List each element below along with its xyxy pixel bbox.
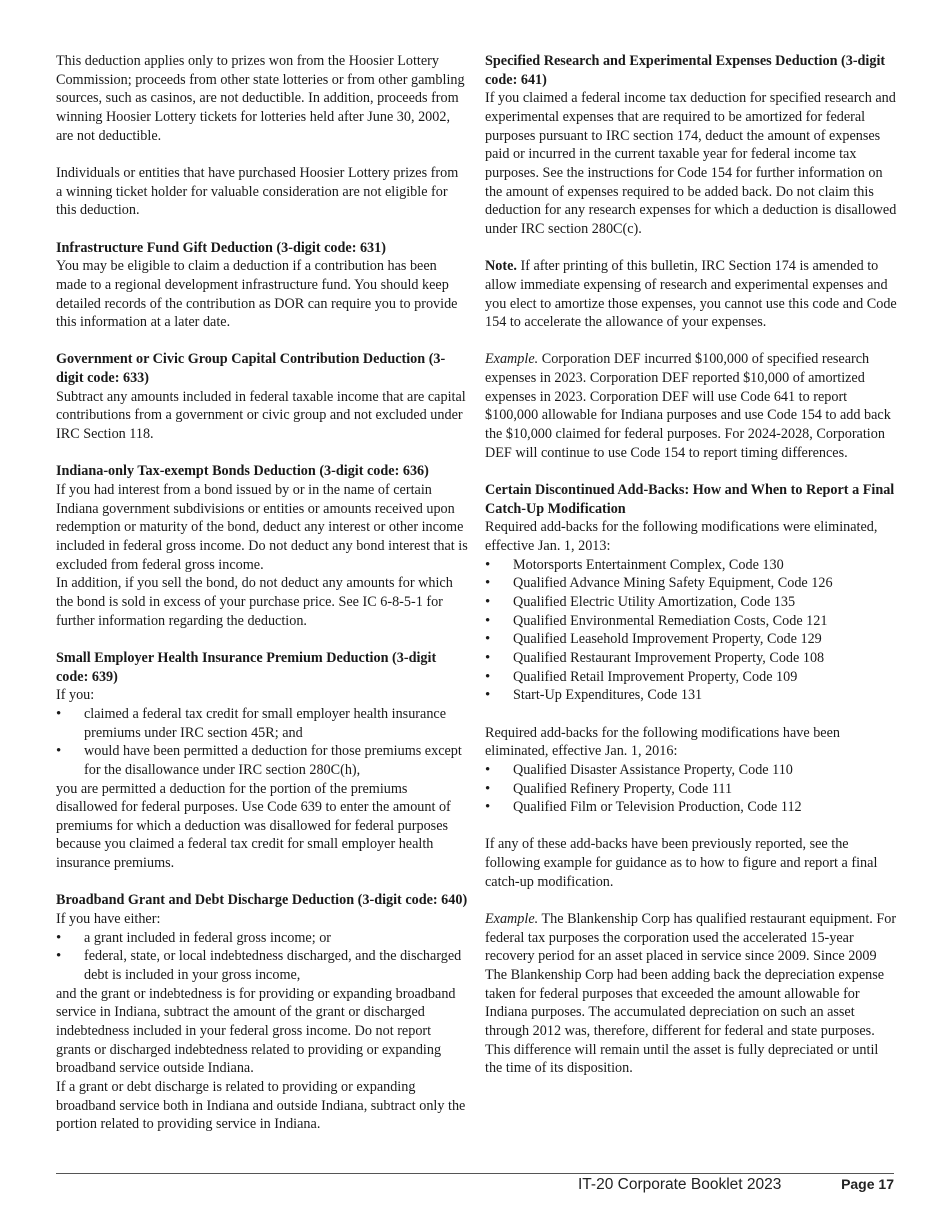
- hoosier-lottery-section-2: [56, 164, 468, 220]
- example-text: Corporation DEF incurred $100,000 of specified research expenses in 2023. Corporation DEF reported $10,000 of amortized expenses in 2023. Corporation DEF will use Code 641 to report $100,000 allowable for Indiana purposes and use Code 154 to add back the $10,000 claimed for federal purposes. For 2024-2028, Corporation DEF will continue to use Code 154 to report timing differences.: [485, 351, 891, 461]
- example-text: The Blankenship Corp has qualified restaurant equipment. For federal tax purposes the corporation used the accelerated 15-year recovery period for an asset placed in service since 2009. Since 2009 The Blankenship Corp had been adding back the depreciation expense taken for federal purposes that exceeded the amount allowable for Indiana purposes. The accumulated depreciation on such an asset through 2012 was, therefore, different for federal and state purposes. This difference will remain until the asset is fully depreciated or until the time of its disposition.: [485, 911, 897, 1077]
- paragraph: [485, 350, 897, 462]
- bullet-list: [485, 761, 897, 817]
- list-item: • Motorsports Entertainment Complex, Code 130: [485, 556, 897, 575]
- catch-up-guidance: [485, 835, 897, 891]
- tax-exempt-bonds-section: [56, 462, 468, 630]
- discontinued-addbacks-2016: [485, 724, 897, 817]
- paragraph: If you claimed a federal income tax deduction for specified research and experimental expenses that are required to be amortized for federal purposes pursuant to IRC section 174, deduct the amount of expenses paid or incurred in the current taxable year for federal income tax purposes. See the instructions for Code 154 for further information on the amount of expenses required to be added back. Do not claim this deduction for any research expenses for which a deduction is disallowed under IRC section 280C(c).: [485, 90, 897, 237]
- research-expenses-section: [485, 52, 897, 239]
- note-label: Note.: [485, 258, 517, 275]
- example-section-2: [485, 910, 897, 1078]
- section-heading: Infrastructure Fund Gift Deduction (3-digit code: 631): [56, 239, 386, 256]
- broadband-section: [56, 891, 468, 1134]
- list-item: • Qualified Restaurant Improvement Property, Code 108: [485, 649, 897, 668]
- list-item: • Start-Up Expenditures, Code 131: [485, 686, 897, 705]
- paragraph: If you have either:: [56, 911, 161, 928]
- discontinued-addbacks-section: [485, 481, 897, 705]
- example-section: [485, 350, 897, 462]
- bullet-list: [56, 705, 468, 780]
- section-heading: Certain Discontinued Add-Backs: How and When to Report a Final Catch-Up Modification: [485, 482, 895, 517]
- list-item: • Qualified Electric Utility Amortization, Code 135: [485, 593, 897, 612]
- bullet-list: [485, 556, 897, 705]
- list-item: • would have been permitted a deduction for those premiums except for the disallowance under IRC section 280C(h),: [56, 742, 468, 779]
- government-contribution-section: [56, 350, 468, 443]
- paragraph: If you:: [56, 687, 95, 704]
- infrastructure-fund-section: [56, 239, 468, 332]
- paragraph: and the grant or indebtedness is for providing or expanding broadband service in Indiana, subtract the amount of the grant or discharged indebtedness included in your federal gross income. Do not report grants or discharged indebtedness related to providing or expanding broadband service outside Indiana.: [56, 985, 456, 1077]
- example-label: Example.: [485, 911, 539, 928]
- section-heading: Specified Research and Experimental Expenses Deduction (3-digit code: 641): [485, 53, 886, 88]
- list-item: • a grant included in federal gross income; or: [56, 929, 468, 948]
- paragraph: If a grant or debt discharge is related to providing or expanding broadband service both in Indiana and outside Indiana, subtract only the portion related to providing service in Indiana.: [56, 1079, 466, 1133]
- footer-divider: [56, 1173, 894, 1174]
- list-item: • Qualified Film or Television Production, Code 112: [485, 798, 897, 817]
- paragraph: Required add-backs for the following modifications were eliminated, effective Jan. 1, 2013:: [485, 519, 878, 555]
- section-heading: Small Employer Health Insurance Premium Deduction (3-digit code: 639): [56, 649, 437, 685]
- example-label: Example.: [485, 351, 539, 368]
- list-item: • Qualified Refinery Property, Code 111: [485, 780, 897, 799]
- section-heading: Indiana-only Tax-exempt Bonds Deduction (3-digit code: 636): [56, 463, 429, 480]
- list-item: • Qualified Disaster Assistance Property, Code 110: [485, 761, 897, 780]
- paragraph: Subtract any amounts included in federal taxable income that are capital contributions from a government or civic group and not excluded under IRC Section 118.: [56, 388, 466, 443]
- right-column: [485, 52, 897, 1097]
- paragraph: You may be eligible to claim a deduction if a contribution has been made to a regional development infrastructure fund. You should keep detailed records of the contribution as DOR can require you to provide this information at a later date.: [56, 258, 458, 331]
- section-heading: Government or Civic Group Capital Contribution Deduction (3-digit code: 633): [56, 351, 446, 387]
- paragraph: This deduction applies only to prizes won from the Hoosier Lottery Commission; proceeds from other state lotteries or from other gambling sources, such as casinos, are not deductible. In addition, proceeds from winning Hoosier Lottery tickets for lotteries held after June 30, 2002, are not deductible.: [56, 53, 465, 144]
- section-heading: Broadband Grant and Debt Discharge Deduction (3-digit code: 640): [56, 892, 468, 909]
- footer-booklet-title: IT-20 Corporate Booklet 2023: [578, 1176, 782, 1193]
- list-item: • Qualified Leasehold Improvement Property, Code 129: [485, 630, 897, 649]
- footer-page-number: Page 17: [841, 1176, 894, 1192]
- paragraph: Required add-backs for the following modifications have been eliminated, effective Jan. 1, 2016:: [485, 724, 840, 760]
- paragraph: you are permitted a deduction for the portion of the premiums disallowed for federal purposes. Use Code 639 to enter the amount of premiums for which a deduction was disallowed for federal purposes because you claimed a federal tax credit for small employer health insurance premiums.: [56, 780, 451, 872]
- list-item: • Qualified Environmental Remediation Costs, Code 121: [485, 612, 897, 631]
- list-item: • claimed a federal tax credit for small employer health insurance premiums under IRC section 45R; and: [56, 705, 468, 742]
- note-section: [485, 257, 897, 332]
- list-item: • federal, state, or local indebtedness discharged, and the discharged debt is included in your gross income,: [56, 947, 468, 984]
- list-item: • Qualified Retail Improvement Property, Code 109: [485, 668, 897, 687]
- paragraph: If any of these add-backs have been previously reported, see the following example for guidance as to how to figure and report a final catch-up modification.: [485, 836, 878, 890]
- paragraph: If you had interest from a bond issued by or in the name of certain Indiana government subdivisions or entities or amounts received upon redemption or maturity of the bond, deduct any interest or other income included in federal gross income. Do not deduct any bond interest that is excluded from federal gross income.: [56, 482, 468, 573]
- paragraph: [485, 257, 897, 332]
- paragraph: Individuals or entities that have purchased Hoosier Lottery prizes from a winning ticket holder for valuable consideration are not eligible for this deduction.: [56, 164, 459, 219]
- bullet-list: [56, 929, 468, 985]
- left-column: [56, 52, 468, 1153]
- paragraph: In addition, if you sell the bond, do not deduct any amounts for which the bond is sold in excess of your purchase price. See IC 6-8-5-1 for further information regarding the deduction.: [56, 575, 453, 629]
- small-employer-section: [56, 649, 468, 873]
- hoosier-lottery-section: [56, 52, 468, 145]
- note-text: If after printing of this bulletin, IRC Section 174 is amended to allow immediate expensing of research and experimental expenses and you elect to amortize those expenses, you cannot use this code and Code 154 to accelerate the allowance of your expenses.: [485, 258, 897, 331]
- paragraph: [485, 910, 897, 1078]
- list-item: • Qualified Advance Mining Safety Equipment, Code 126: [485, 574, 897, 593]
